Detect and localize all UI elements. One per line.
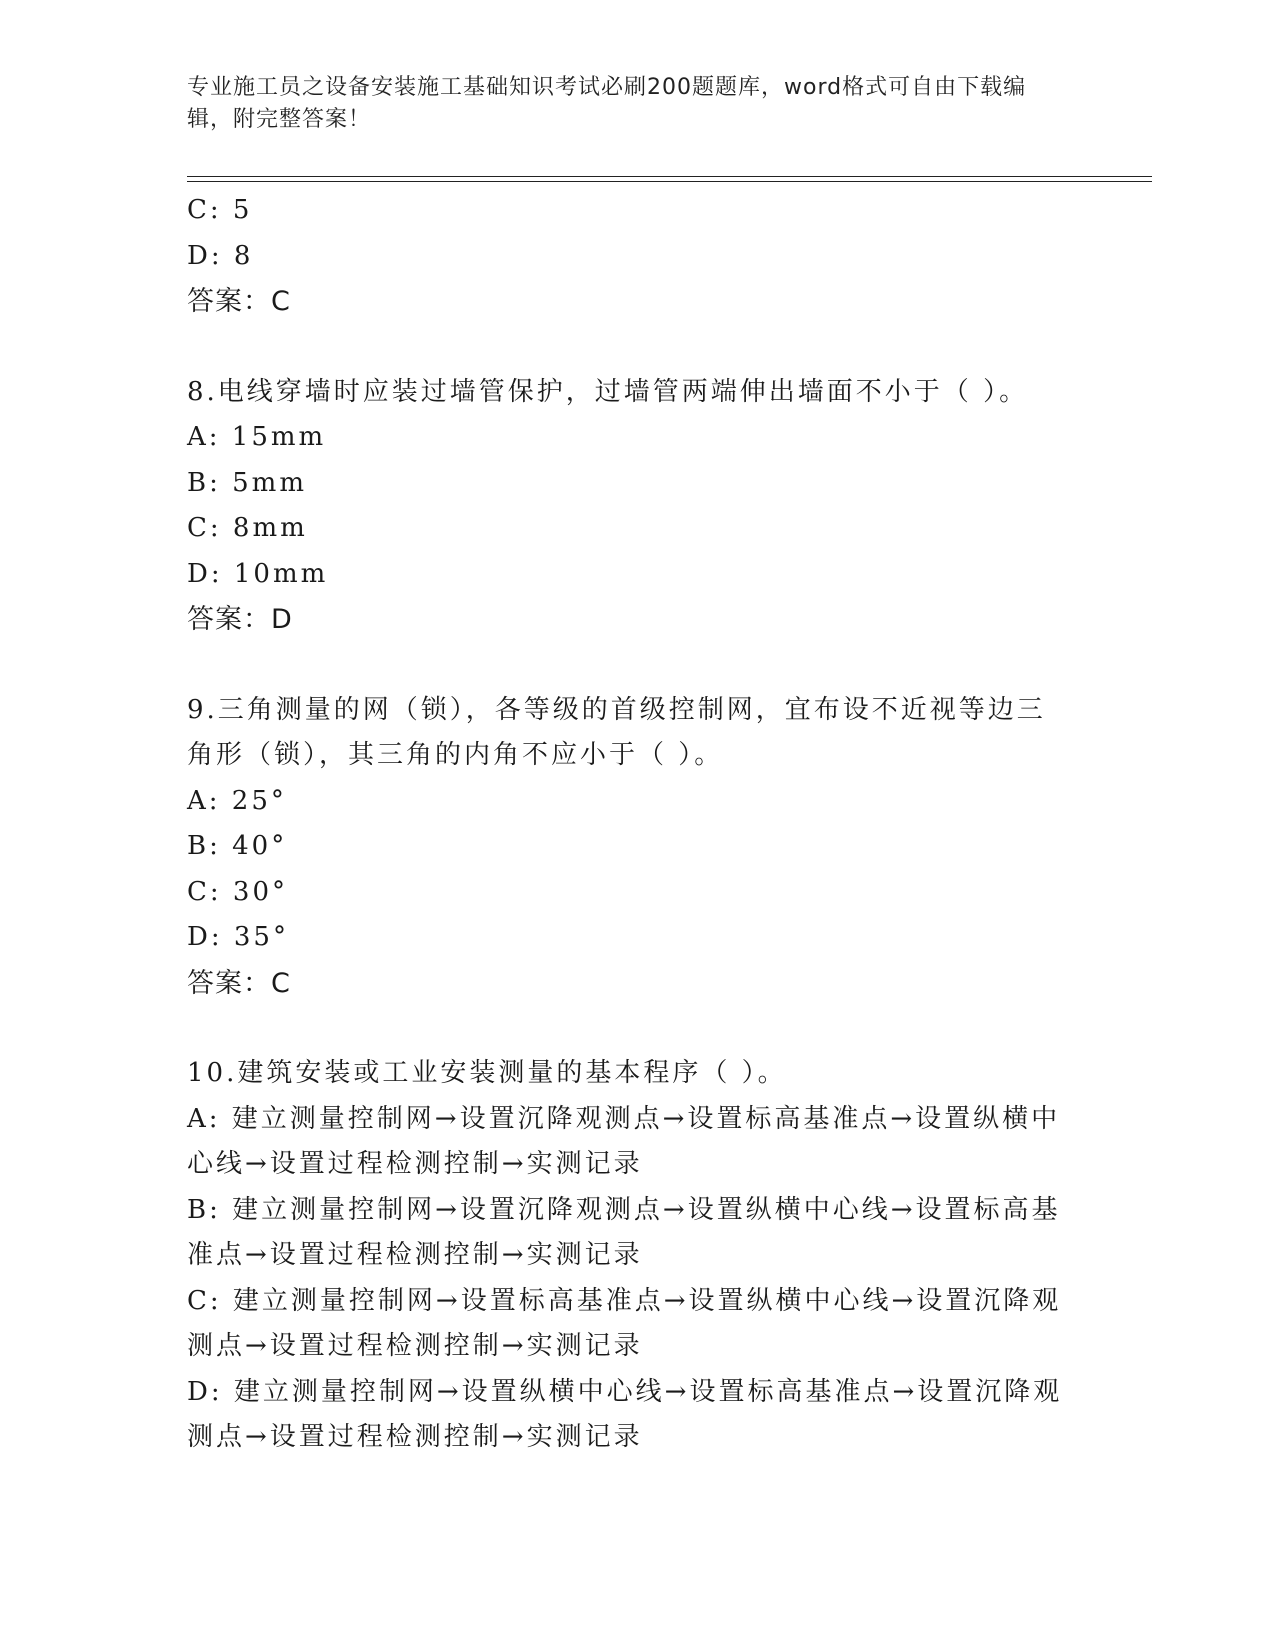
- option-b-line-2: 准点→设置过程检测控制→实测记录: [187, 1240, 643, 1270]
- option-d-line-2: 测点→设置过程检测控制→实测记录: [187, 1422, 643, 1452]
- option-d: D: 35°: [187, 922, 289, 952]
- option-a: A: 25°: [187, 785, 287, 816]
- spacer: [187, 1006, 1087, 1051]
- header-divider-bottom: [187, 181, 1152, 182]
- option-b-line-1: B: 建立测量控制网→设置沉降观测点→设置纵横中心线→设置标高基: [187, 1194, 1061, 1225]
- option-c-line-2: 测点→设置过程检测控制→实测记录: [187, 1331, 643, 1361]
- question-list: [187, 188, 1087, 1461]
- option-a-line-1: A: 建立测量控制网→设置沉降观测点→设置标高基准点→设置纵横中: [187, 1103, 1061, 1134]
- answer-line: 答案：C: [187, 967, 291, 999]
- question-7-tail: [187, 188, 1087, 325]
- option-d: D: 10mm: [187, 558, 329, 589]
- option-b: B: 40°: [187, 831, 288, 861]
- header-divider-top: [187, 176, 1152, 177]
- option-b: B: 5mm: [187, 467, 307, 498]
- question-10: [187, 1051, 1087, 1461]
- spacer: [187, 325, 1087, 370]
- question-9: [187, 688, 1087, 1007]
- option-c: C: 30°: [187, 876, 289, 907]
- question-stem: 10.建筑安装或工业安装测量的基本程序（ ）。: [187, 1058, 787, 1088]
- option-c-line-1: C: 建立测量控制网→设置标高基准点→设置纵横中心线→设置沉降观: [187, 1285, 1062, 1316]
- answer-line: 答案：D: [187, 604, 293, 635]
- page-header-title: 专业施工员之设备安装施工基础知识考试必刷200题题库，word格式可自由下载编辑，附完整答案！: [187, 75, 1027, 132]
- option-c: C: 8mm: [187, 513, 308, 543]
- answer-line: 答案：C: [187, 286, 291, 317]
- question-stem-line-1: 9.三角测量的网（锁），各等级的首级控制网，宜布设不近视等边三: [187, 694, 1046, 725]
- option-d: D: 8: [187, 240, 254, 271]
- question-stem-line-2: 角形（锁），其三角的内角不应小于（ ）。: [187, 740, 724, 770]
- option-a: A: 15mm: [187, 422, 327, 452]
- option-d-line-1: D: 建立测量控制网→设置纵横中心线→设置标高基准点→设置沉降观: [187, 1376, 1063, 1407]
- spacer: [187, 643, 1087, 688]
- question-stem: 8.电线穿墙时应装过墙管保护，过墙管两端伸出墙面不小于（ ）。: [187, 376, 1029, 407]
- option-a-line-2: 心线→设置过程检测控制→实测记录: [187, 1149, 643, 1179]
- option-c: C: 5: [187, 195, 253, 225]
- question-8: [187, 370, 1087, 643]
